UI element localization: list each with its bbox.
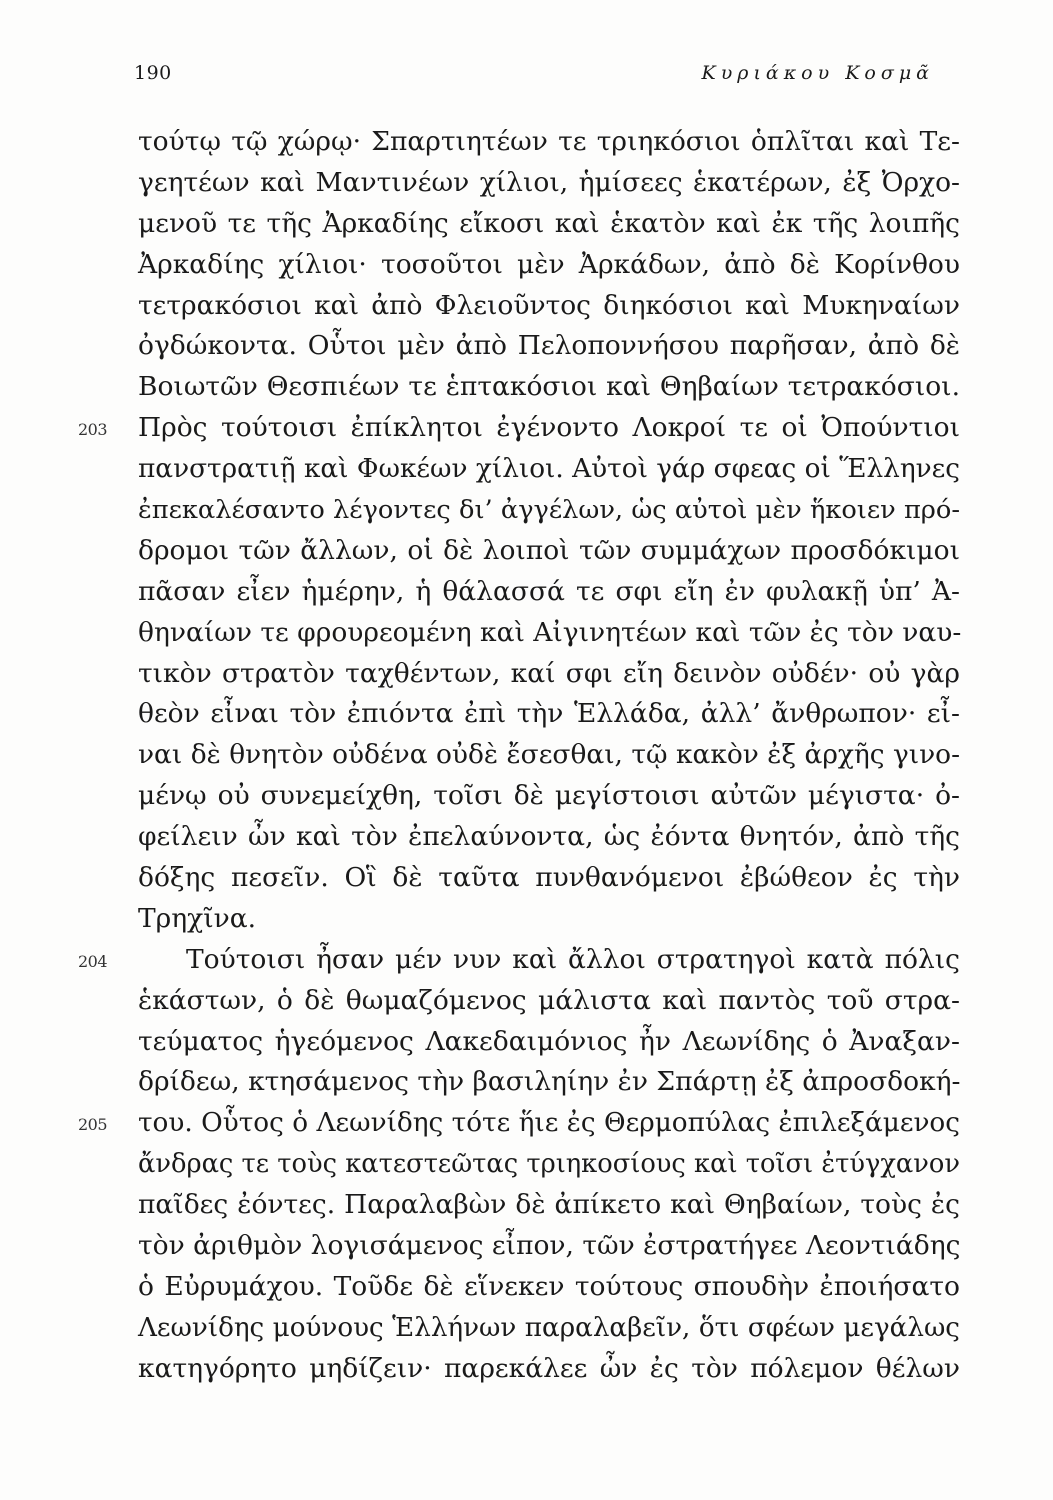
text-line	[138, 817, 960, 858]
line-text: Λεωνίδης μούνους Ἑλλήνων παραλαβεῖν, ὅτι σφέων μεγάλως	[138, 1312, 960, 1343]
line-text: τετρακόσιοι καὶ ἀπὸ Φλειοῦντος διηκόσιοι καὶ Μυκηναίων	[138, 289, 960, 321]
text-line	[138, 367, 960, 408]
text-line	[138, 1308, 960, 1349]
text-line	[138, 572, 960, 613]
text-line	[138, 1226, 960, 1267]
text-line	[138, 613, 960, 654]
line-text: ἑκάστων, ὁ δὲ θωμαζόμενος μάλιστα καὶ παντὸς τοῦ στρα-	[138, 984, 960, 1016]
text-line	[78, 940, 960, 981]
line-text: πανστρατιῇ καὶ Φωκέων χίλιοι. Αὐτοὶ γάρ σφεας οἱ Ἕλληνες	[138, 454, 960, 485]
text-line	[138, 449, 960, 490]
page-number: 190	[134, 62, 172, 84]
line-text: τὸν ἀριθμὸν λογισάμενος εἶπον, τῶν ἐστρατήγεε Λεοντιάδης	[138, 1230, 961, 1262]
line-text: θεὸν εἶναι τὸν ἐπιόντα ἐπὶ τὴν Ἑλλάδα, ἀλλ’ ἄνθρωπον· εἶ-	[138, 698, 960, 730]
text-line	[138, 531, 960, 572]
text-line	[138, 490, 960, 531]
line-text: Τρηχῖνα.	[138, 902, 257, 934]
line-text: μενοῦ τε τῆς Ἀρκαδίης εἴκοσι καὶ ἑκατὸν καὶ ἐκ τῆς λοιπῆς	[138, 207, 960, 239]
running-head: Κυριάκου Κοσμᾶ	[701, 62, 934, 84]
line-text: μένῳ οὐ συνεμείχθη, τοῖσι δὲ μεγίστοισι αὐτῶν μέγιστα· ὀ-	[138, 780, 960, 812]
text-line	[138, 163, 960, 204]
line-text: Τούτοισι ἦσαν μέν νυν καὶ ἄλλοι στρατηγοὶ κατὰ πόλις	[186, 943, 960, 975]
text-line	[78, 408, 960, 449]
line-text: Ἀρκαδίης χίλιοι· τοσοῦτοι μὲν Ἀρκάδων, ἀπὸ δὲ Κορίνθου	[138, 248, 960, 280]
line-text: τικὸν στρατὸν ταχθέντων, καί σφι εἴη δεινὸν οὐδέν· οὐ γὰρ	[138, 657, 960, 689]
text-line	[138, 735, 960, 776]
text-line	[138, 1144, 960, 1185]
text-line	[138, 694, 960, 735]
line-text: ἐπεκαλέσαντο λέγοντες δι’ ἀγγέλων, ὡς αὐτοὶ μὲν ἥκοιεν πρό-	[138, 495, 960, 526]
text-line	[138, 981, 960, 1022]
text-line	[138, 286, 960, 327]
line-text: πᾶσαν εἶεν ἡμέρην, ἡ θάλασσά τε σφι εἴη ἐν φυλακῇ ὑπ’ Ἀ-	[138, 575, 960, 607]
body-text	[78, 122, 962, 1390]
line-text: γεητέων καὶ Μαντινέων χίλιοι, ἡμίσεες ἑκατέρων, ἐξ Ὀρχο-	[138, 166, 960, 198]
text-line	[138, 1349, 960, 1390]
line-text: του. Οὗτος ὁ Λεωνίδης τότε ἥιε ἐς Θερμοπύλας ἐπιλεξάμενος	[138, 1108, 960, 1139]
text-line	[138, 1267, 960, 1308]
line-text: τούτῳ τῷ χώρῳ· Σπαρτιητέων τε τριηκόσιοι ὁπλῖται καὶ Τε-	[138, 126, 960, 157]
line-text: ὁ Εὐρυμάχου. Τοῦδε δὲ εἵνεκεν τούτους σπουδὴν ἐποιήσατο	[138, 1270, 960, 1302]
text-line	[138, 654, 960, 695]
line-text: παῖδες ἐόντες. Παραλαβὼν δὲ ἀπίκετο καὶ Θηβαίων, τοὺς ἐς	[138, 1189, 960, 1221]
text-line	[138, 1062, 960, 1103]
line-text: θηναίων τε φρουρεομένη καὶ Αἰγινητέων καὶ τῶν ἐς τὸν ναυ-	[138, 616, 962, 648]
line-text: τεύματος ἡγεόμενος Λακεδαιμόνιος ἦν Λεωνίδης ὁ Ἀναξαν-	[138, 1025, 960, 1057]
line-text: ὀγδώκοντα. Οὗτοι μὲν ἀπὸ Πελοποννήσου παρῆσαν, ἀπὸ δὲ	[138, 330, 960, 362]
page-header	[134, 62, 934, 92]
text-line	[78, 1103, 960, 1144]
line-text: φείλειν ὦν καὶ τὸν ἐπελαύνοντα, ὡς ἐόντα θνητόν, ἀπὸ τῆς	[138, 821, 960, 853]
margin-section-number: 204	[78, 951, 108, 971]
text-line	[138, 776, 960, 817]
line-text: Βοιωτῶν Θεσπιέων τε ἑπτακόσιοι καὶ Θηβαίων τετρακόσιοι.	[138, 371, 960, 403]
line-text: ναι δὲ θνητὸν οὐδένα οὐδὲ ἔσεσθαι, τῷ κακὸν ἐξ ἀρχῆς γινο-	[138, 739, 960, 771]
text-line	[138, 122, 960, 163]
line-text: ἄνδρας τε τοὺς κατεστεῶτας τριηκοσίους καὶ τοῖσι ἐτύγχανον	[138, 1149, 960, 1180]
text-line	[138, 1022, 960, 1063]
text-line	[138, 245, 960, 286]
text-line	[138, 326, 960, 367]
line-text: δρίδεω, κτησάμενος τὴν βασιληίην ἐν Σπάρτῃ ἐξ ἀπροσδοκή-	[138, 1066, 961, 1098]
text-line	[138, 858, 960, 899]
margin-section-number: 205	[78, 1115, 108, 1135]
margin-section-number: 203	[78, 420, 108, 440]
text-line	[138, 204, 960, 245]
text-line	[138, 1185, 960, 1226]
line-text: κατηγόρητο μηδίζειν· παρεκάλεε ὦν ἐς τὸν πόλεμον θέλων	[138, 1352, 960, 1384]
text-line	[138, 899, 960, 940]
line-text: δόξης πεσεῖν. Οἳ δὲ ταῦτα πυνθανόμενοι ἐβώθεον ἐς τὴν	[138, 862, 960, 894]
line-text: Πρὸς τούτοισι ἐπίκλητοι ἐγένοντο Λοκροί τε οἱ Ὀπούντιοι	[138, 412, 960, 444]
line-text: δρομοι τῶν ἄλλων, οἱ δὲ λοιποὶ τῶν συμμάχων προσδόκιμοι	[138, 534, 960, 566]
